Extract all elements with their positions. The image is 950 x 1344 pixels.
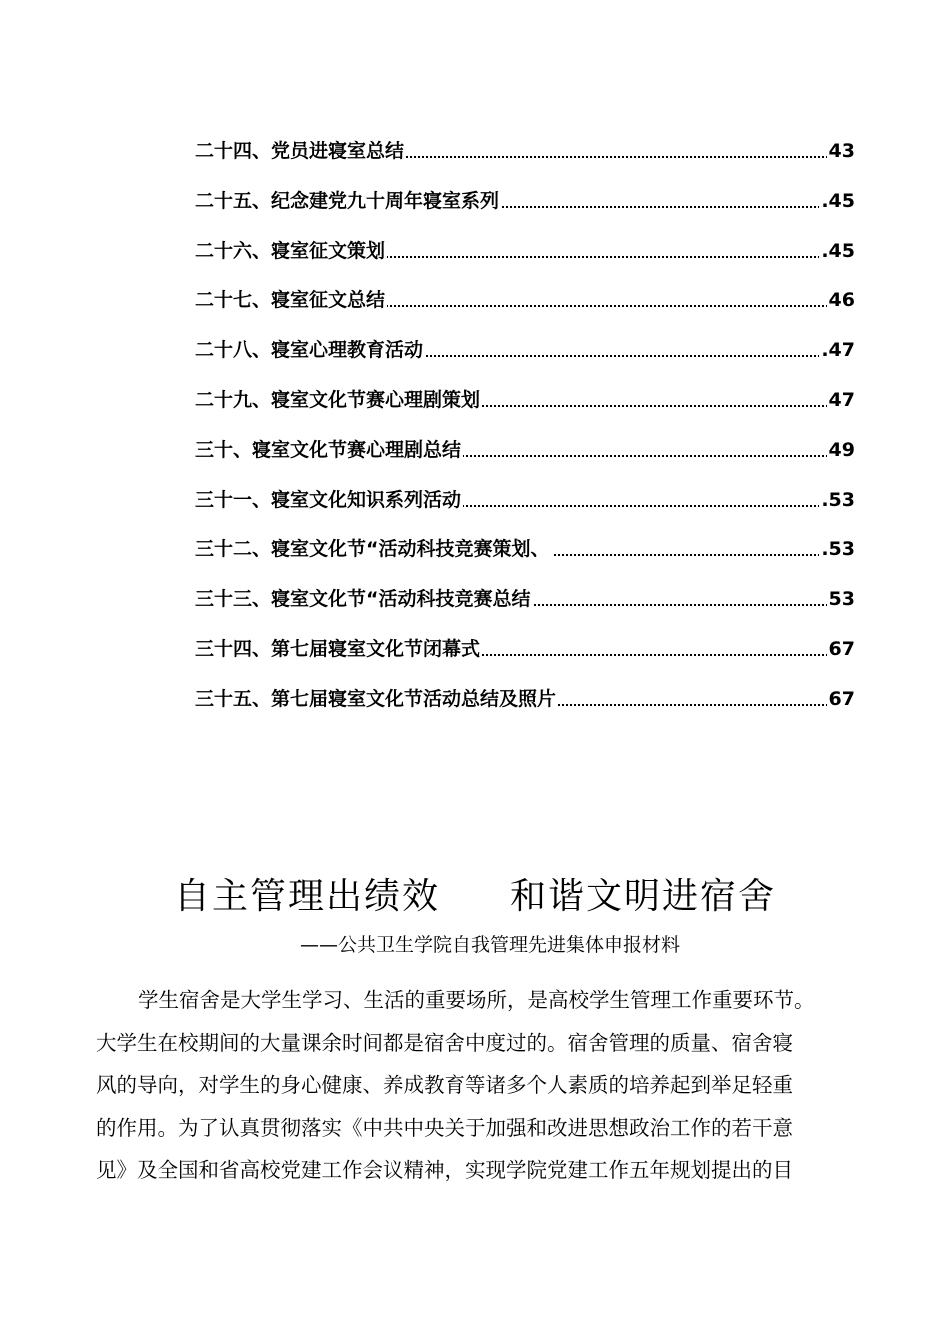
toc-entry-28[interactable] [195, 334, 855, 366]
toc-entry-label: 二十四、党员进寝室总结 [195, 135, 406, 167]
toc-page-number: .45 [819, 235, 855, 267]
table-of-contents [195, 135, 855, 733]
toc-entry-label: 三十二、寝室文化节“活动科技竞赛策划、 [195, 533, 552, 565]
toc-entry-34[interactable] [195, 633, 855, 665]
toc-page-number: .53 [819, 484, 855, 516]
toc-page-number: 43 [827, 135, 855, 167]
toc-page-number: 53 [827, 583, 855, 615]
toc-page-number: .47 [819, 334, 855, 366]
toc-entry-27[interactable] [195, 284, 855, 316]
toc-entry-26[interactable] [195, 235, 855, 267]
toc-entry-30[interactable] [195, 434, 855, 466]
toc-entry-label: 三十、寝室文化节赛心理剧总结 [195, 434, 463, 466]
title-part-2: 和谐文明进宿舍 [510, 876, 777, 917]
body-line: 大学生在校期间的大量课余时间都是宿舍中度过的。宿舍管理的质量、宿舍寝 [96, 1030, 793, 1055]
toc-entry-25[interactable] [195, 185, 855, 217]
toc-entry-label: 三十四、第七届寝室文化节闭幕式 [195, 633, 482, 665]
toc-page-number: 47 [827, 384, 855, 416]
toc-page-number: 46 [827, 284, 855, 316]
toc-entry-label: 二十六、寝室征文策划 [195, 235, 387, 267]
toc-entry-label: 三十五、第七届寝室文化节活动总结及照片 [195, 683, 558, 715]
body-line: 学生宿舍是大学生学习、生活的重要场所，是高校学生管理工作重要环节。 [138, 988, 815, 1012]
toc-page-number: 67 [827, 633, 855, 665]
body-paragraph [96, 979, 856, 1192]
toc-page-number: 49 [827, 434, 855, 466]
toc-page-number: .45 [819, 185, 855, 217]
toc-page-number: .53 [819, 533, 855, 565]
body-line: 的作用。为了认真贯彻落实《中共中央关于加强和改进思想政治工作的若干意 [96, 1115, 793, 1140]
toc-entry-35[interactable] [195, 683, 855, 715]
toc-entry-label: 三十一、寝室文化知识系列活动 [195, 484, 463, 516]
body-line: 风的导向，对学生的身心健康、养成教育等诸多个人素质的培养起到举足轻重 [96, 1073, 793, 1097]
toc-entry-label: 二十八、寝室心理教育活动 [195, 334, 425, 366]
title-part-1: 自主管理出绩效 [173, 876, 440, 917]
toc-entry-label: 三十三、寝室文化节“活动科技竞赛总结 [195, 583, 533, 615]
toc-entry-24[interactable] [195, 135, 855, 167]
document-subtitle: ——公共卫生学院自我管理先进集体申报材料 [300, 934, 681, 956]
toc-entry-33[interactable] [195, 583, 855, 615]
body-line: 见》及全国和省高校党建工作会议精神，实现学院党建工作五年规划提出的目 [96, 1158, 793, 1182]
toc-entry-29[interactable] [195, 384, 855, 416]
toc-entry-31[interactable] [195, 484, 855, 516]
toc-entry-label: 二十九、寝室文化节赛心理剧策划 [195, 384, 482, 416]
document-title [0, 872, 950, 922]
toc-entry-32[interactable] [195, 533, 855, 565]
toc-page-number: 67 [827, 683, 855, 715]
toc-entry-label: 二十七、寝室征文总结 [195, 284, 387, 316]
toc-entry-label: 二十五、纪念建党九十周年寝室系列 [195, 185, 501, 217]
